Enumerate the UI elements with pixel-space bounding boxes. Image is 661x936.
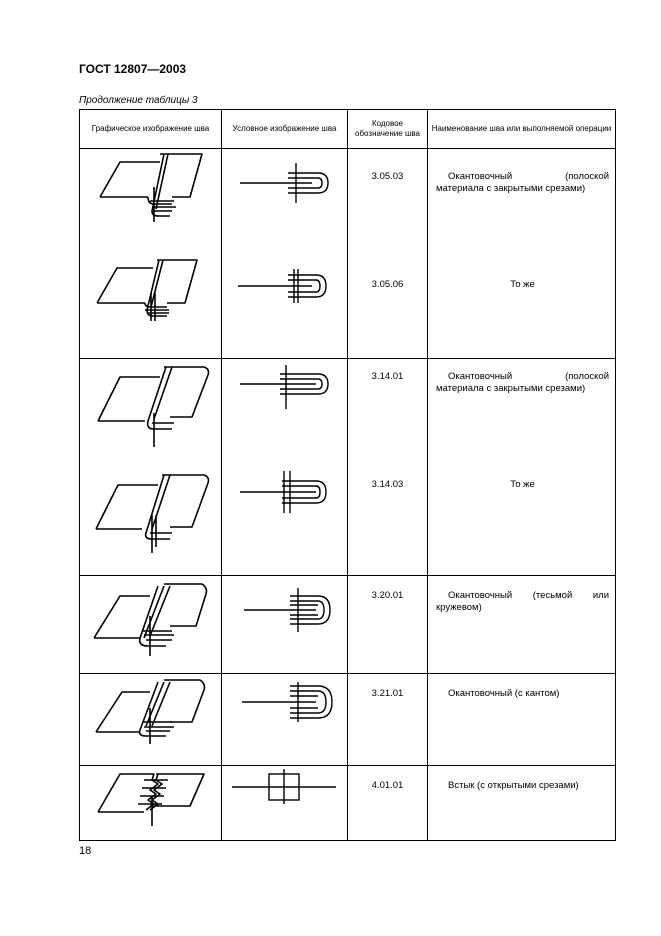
seam-name-cell (428, 359, 616, 576)
seam-symbol-3-14-01 (240, 365, 328, 409)
seam-graphic-cell (80, 576, 222, 674)
seam-graphic-3-20-01 (94, 584, 207, 656)
seam-graphic-3-21-01 (96, 680, 205, 744)
seam-graphic-3-14-03 (96, 475, 209, 553)
seam-code: 3.14.03 (371, 479, 404, 490)
seam-code: 3.21.01 (371, 688, 404, 699)
seam-code: 3.20.01 (371, 590, 404, 601)
seam-symbol-cell (222, 674, 348, 766)
table-row (80, 674, 616, 766)
seam-code-cell (348, 359, 428, 576)
seam-name: То же (510, 279, 535, 290)
seam-graphic-4-01-01 (98, 774, 204, 826)
table-header-row (80, 110, 616, 149)
seam-code-cell (348, 149, 428, 359)
seam-symbol-3-21-01 (242, 682, 332, 722)
seam-name: Окантовочный (с кантом) (448, 688, 560, 699)
seam-name: Окантовочный (полоской материала с закрытыми срезами) (436, 371, 609, 394)
seam-name: То же (510, 479, 535, 490)
seam-code-cell (348, 576, 428, 674)
seam-code: 4.01.01 (371, 780, 404, 791)
seam-code: 3.05.03 (371, 171, 404, 182)
table-row (80, 766, 616, 841)
seam-code-cell (348, 674, 428, 766)
page-number: 18 (79, 845, 92, 857)
table-row (80, 359, 616, 576)
seam-name-cell (428, 674, 616, 766)
table-row (80, 576, 616, 674)
seam-table (79, 109, 616, 841)
seam-name: Встык (с открытыми срезами) (448, 780, 579, 791)
seam-symbol-3-05-03 (240, 163, 328, 203)
seam-symbol-cell (222, 766, 348, 841)
table-caption: Продолжение таблицы 3 (79, 95, 198, 106)
seam-graphic-cell (80, 359, 222, 576)
seam-graphic-cell (80, 674, 222, 766)
seam-graphic-cell (80, 766, 222, 841)
seam-name: Окантовочный (полоской материала с закрытыми срезами) (436, 171, 609, 194)
seam-code: 3.14.01 (371, 371, 404, 382)
header-symbol: Условное изображение шва (222, 110, 348, 149)
seam-name-cell (428, 576, 616, 674)
seam-graphic-3-05-06 (97, 260, 197, 321)
seam-graphic-3-14-01 (98, 367, 209, 447)
seam-symbol-cell (222, 359, 348, 576)
table-row (80, 149, 616, 359)
seam-symbol-4-01-01 (232, 769, 336, 804)
seam-code-cell (348, 766, 428, 841)
seam-symbol-3-20-01 (244, 588, 330, 632)
seam-graphic-3-05-03 (100, 154, 202, 222)
header-name: Наименование шва или выполняемой операции (428, 110, 616, 149)
seam-name: Окантовочный (тесьмой или кружевом) (436, 590, 609, 613)
seam-symbol-3-05-06 (238, 269, 326, 303)
seam-symbol-cell (222, 149, 348, 359)
seam-symbol-cell (222, 576, 348, 674)
document-code: ГОСТ 12807—2003 (79, 62, 187, 76)
header-graphic: Графическое изображение шва (80, 110, 222, 149)
header-code: Кодовое обозначение шва (348, 110, 428, 149)
seam-name-cell (428, 766, 616, 841)
seam-graphic-cell (80, 149, 222, 359)
seam-name-cell (428, 149, 616, 359)
seam-code: 3.05.06 (371, 279, 404, 290)
seam-symbol-3-14-03 (240, 471, 326, 513)
